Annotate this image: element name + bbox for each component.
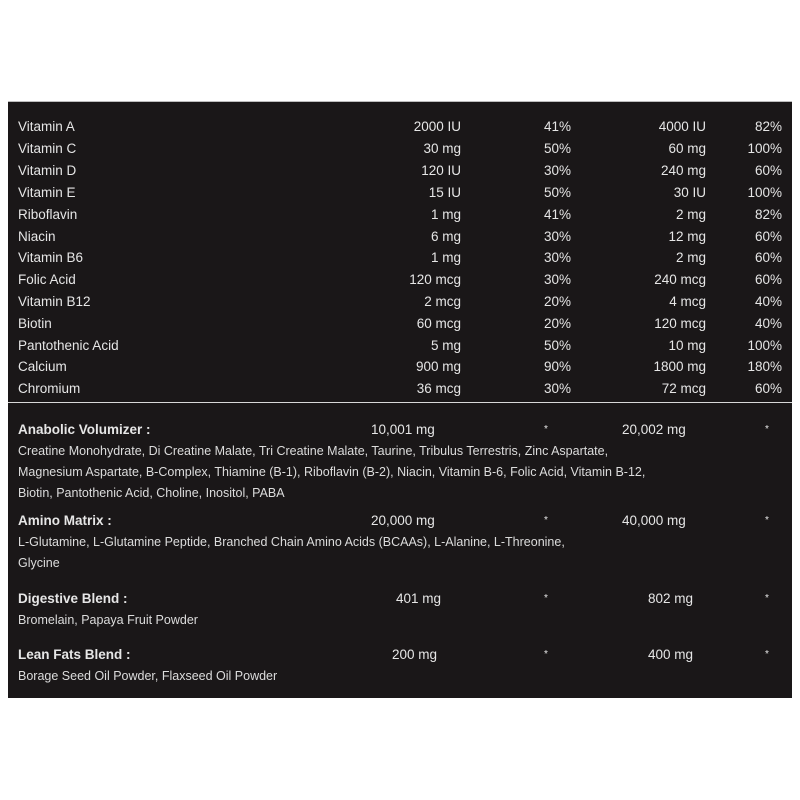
daily-value-percent-double: 60% [754, 272, 782, 287]
blend-name: Anabolic Volumizer : [18, 422, 151, 437]
daily-value-percent: 41% [543, 119, 571, 134]
daily-value-percent: 30% [543, 229, 571, 244]
blend-ingredients: L-Glutamine, L-Glutamine Peptide, Branched Chain Amino Acids (BCAAs), L-Alanine, L-Threonine, Glycine [18, 535, 565, 570]
blend-amount-per-serving: 10,001 mg [371, 422, 435, 437]
amount-per-serving: 30 mg [423, 141, 461, 156]
daily-value-asterisk: * [544, 515, 548, 526]
blend-amount-double-serving: 40,000 mg [622, 513, 686, 528]
daily-value-percent: 50% [543, 338, 571, 353]
daily-value-asterisk-double: * [765, 593, 769, 604]
blend-ingredients: Bromelain, Papaya Fruit Powder [18, 613, 198, 627]
blend-name: Digestive Blend : [18, 591, 128, 606]
vitamin-row [8, 379, 792, 399]
vitamin-row [8, 117, 792, 137]
amount-per-double-serving: 72 mcg [661, 381, 706, 396]
vitamin-row [8, 357, 792, 377]
top-divider [8, 101, 792, 102]
daily-value-percent: 20% [543, 316, 571, 331]
nutrient-name: Niacin [18, 229, 56, 244]
blend-amount-per-serving: 200 mg [392, 647, 438, 662]
amount-per-double-serving: 240 mcg [654, 272, 706, 287]
blend-name: Amino Matrix : [18, 513, 112, 528]
nutrient-name: Chromium [18, 381, 81, 396]
vitamin-row [8, 292, 792, 312]
amount-per-double-serving: 12 mg [668, 229, 706, 244]
blend-header [8, 588, 792, 610]
nutrient-name: Vitamin B6 [18, 250, 84, 265]
nutrient-name: Pantothenic Acid [18, 338, 119, 353]
proprietary-blend [8, 644, 792, 687]
blend-header [8, 510, 792, 532]
daily-value-percent: 41% [543, 207, 571, 222]
amount-per-double-serving: 2 mg [675, 207, 706, 222]
blend-amount-per-serving: 20,000 mg [371, 513, 435, 528]
amount-per-double-serving: 2 mg [675, 250, 706, 265]
amount-per-double-serving: 4000 IU [658, 119, 706, 134]
blend-header [8, 644, 792, 666]
nutrient-name: Vitamin A [18, 119, 75, 134]
daily-value-percent: 30% [543, 250, 571, 265]
daily-value-percent-double: 82% [754, 207, 782, 222]
nutrient-name: Vitamin D [18, 163, 77, 178]
amount-per-double-serving: 1800 mg [653, 359, 706, 374]
blend-amount-double-serving: 20,002 mg [622, 422, 686, 437]
daily-value-percent: 30% [543, 381, 571, 396]
daily-value-percent-double: 100% [747, 338, 782, 353]
nutrient-name: Vitamin E [18, 185, 76, 200]
amount-per-serving: 2000 IU [413, 119, 461, 134]
daily-value-asterisk-double: * [765, 424, 769, 435]
daily-value-percent-double: 100% [747, 185, 782, 200]
section-divider [8, 402, 792, 403]
vitamin-row [8, 227, 792, 247]
blend-name: Lean Fats Blend : [18, 647, 131, 662]
daily-value-percent-double: 82% [754, 119, 782, 134]
nutrient-name: Biotin [18, 316, 52, 331]
blend-ingredients: Creatine Monohydrate, Di Creatine Malate, Tri Creatine Malate, Taurine, Tribulus Terrestris, Zinc Aspartate, Magnesium Aspartate, B-Complex, Thiamine (B-1), Riboflavin (B-2), Niacin, Vitamin B-6, Folic Acid, Vitamin B-12, Biotin, Pantothenic Acid, Choline, Inositol, PABA [18, 444, 646, 500]
daily-value-percent-double: 100% [747, 141, 782, 156]
amount-per-double-serving: 240 mg [660, 163, 706, 178]
amount-per-serving: 15 IU [428, 185, 461, 200]
vitamin-row [8, 205, 792, 225]
daily-value-percent-double: 60% [754, 163, 782, 178]
vitamin-row [8, 139, 792, 159]
daily-value-percent: 30% [543, 163, 571, 178]
daily-value-percent: 50% [543, 185, 571, 200]
daily-value-percent-double: 40% [754, 294, 782, 309]
nutrient-name: Vitamin B12 [18, 294, 91, 309]
nutrient-name: Vitamin C [18, 141, 77, 156]
amount-per-serving: 1 mg [430, 207, 461, 222]
daily-value-asterisk: * [544, 424, 548, 435]
amount-per-double-serving: 4 mcg [669, 294, 706, 309]
daily-value-asterisk: * [544, 593, 548, 604]
amount-per-double-serving: 120 mcg [654, 316, 706, 331]
amount-per-serving: 900 mg [415, 359, 461, 374]
amount-per-serving: 60 mcg [416, 316, 461, 331]
nutrient-name: Calcium [18, 359, 67, 374]
vitamin-row [8, 248, 792, 268]
amount-per-double-serving: 30 IU [673, 185, 706, 200]
vitamin-row [8, 314, 792, 334]
proprietary-blend [8, 588, 792, 631]
daily-value-percent: 90% [543, 359, 571, 374]
amount-per-serving: 2 mcg [424, 294, 461, 309]
daily-value-percent-double: 180% [747, 359, 782, 374]
vitamin-row [8, 161, 792, 181]
amount-per-double-serving: 60 mg [668, 141, 706, 156]
blend-amount-double-serving: 400 mg [648, 647, 694, 662]
daily-value-percent-double: 40% [754, 316, 782, 331]
nutrient-name: Riboflavin [18, 207, 78, 222]
daily-value-percent-double: 60% [754, 381, 782, 396]
amount-per-serving: 120 mcg [409, 272, 461, 287]
vitamin-row [8, 270, 792, 290]
amount-per-serving: 36 mcg [416, 381, 461, 396]
amount-per-serving: 1 mg [430, 250, 461, 265]
daily-value-percent: 30% [543, 272, 571, 287]
blend-amount-double-serving: 802 mg [648, 591, 694, 606]
daily-value-asterisk-double: * [765, 649, 769, 660]
blend-amount-per-serving: 401 mg [396, 591, 442, 606]
proprietary-blend [8, 419, 792, 504]
amount-per-double-serving: 10 mg [668, 338, 706, 353]
proprietary-blend [8, 510, 792, 574]
blend-ingredients: Borage Seed Oil Powder, Flaxseed Oil Powder [18, 669, 278, 683]
vitamin-row [8, 183, 792, 203]
amount-per-serving: 120 IU [421, 163, 461, 178]
daily-value-percent-double: 60% [754, 250, 782, 265]
vitamin-row [8, 336, 792, 356]
daily-value-asterisk-double: * [765, 515, 769, 526]
nutrient-name: Folic Acid [18, 272, 76, 287]
daily-value-percent: 20% [543, 294, 571, 309]
amount-per-serving: 5 mg [430, 338, 461, 353]
amount-per-serving: 6 mg [430, 229, 461, 244]
daily-value-percent-double: 60% [754, 229, 782, 244]
nutrition-facts-panel [8, 101, 792, 698]
blend-header [8, 419, 792, 441]
daily-value-percent: 50% [543, 141, 571, 156]
daily-value-asterisk: * [544, 649, 548, 660]
